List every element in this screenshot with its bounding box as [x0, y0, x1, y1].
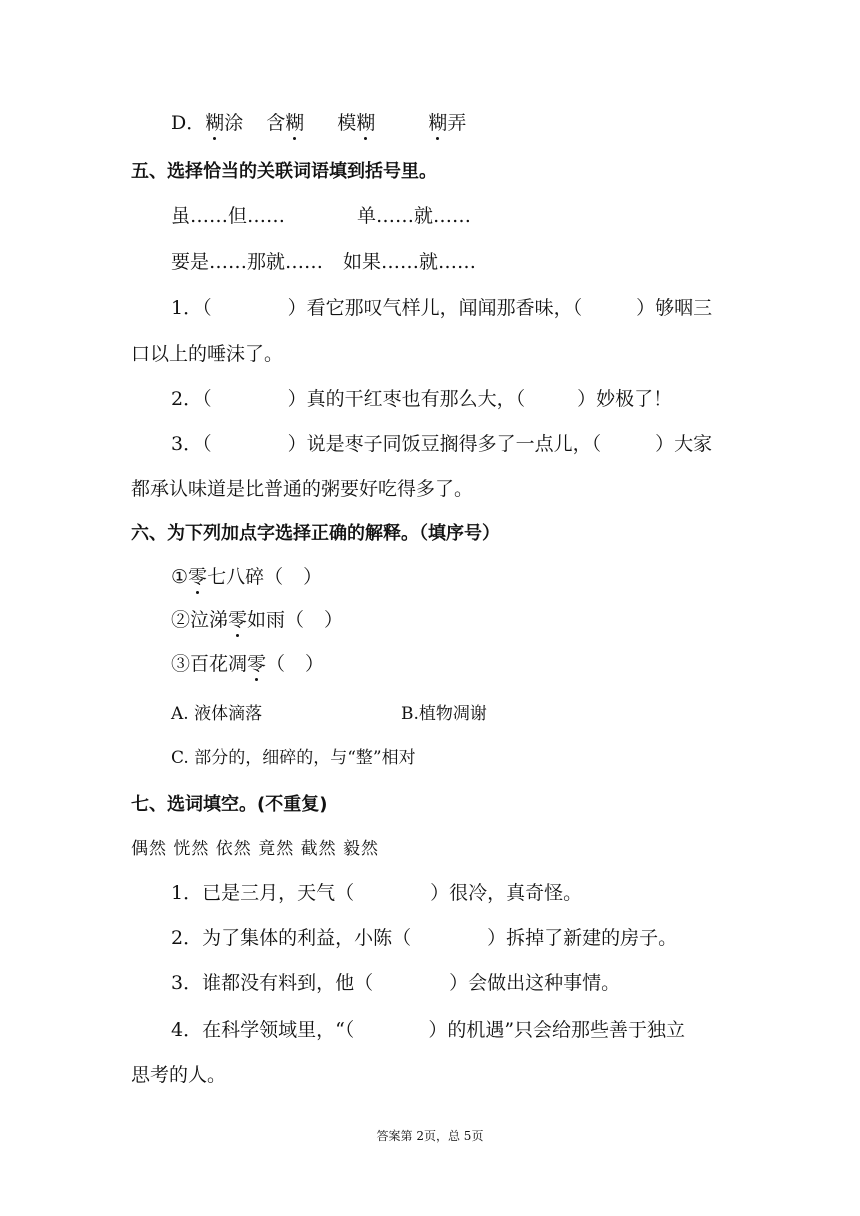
page-footer: 答案第 2页，总 5页 [376, 1129, 484, 1143]
dotted-char: 糊 [285, 112, 305, 134]
conjunction-row-1 [171, 204, 471, 228]
option-c: C. 部分的，细碎的，与“整”相对 [171, 748, 416, 768]
s6-item-3: ③百花凋零（ ） [171, 653, 325, 675]
s5-question-1: 1．（ ）看它那叹气样儿，闻闻那香味，（ ）够咽三 [171, 297, 713, 319]
s5-question-3: 3．（ ）说是枣子同饭豆搁得多了一点儿，（ ）大家 [171, 433, 713, 455]
conjunction-pair: 虽……但…… [171, 205, 286, 227]
dotted-char: 零 [188, 566, 208, 588]
word-hanhu: 含糊 [266, 112, 305, 134]
word-bank: 偶然 恍然 依然 竟然 截然 毅然 [131, 839, 380, 859]
section-7-title: 七、选词填空。(不重复) [131, 794, 328, 815]
section-5-title: 五、选择恰当的关联词语填到括号里。 [131, 161, 437, 182]
conjunction-pair: 如果……就…… [343, 251, 477, 273]
section-6-title: 六、为下列加点字选择正确的解释。（填序号） [131, 523, 500, 544]
s6-options-ab [171, 702, 262, 726]
conjunction-pair: 要是……那就…… [171, 251, 324, 273]
s5-question-2: 2．（ ）真的干红枣也有那么大，（ ）妙极了！ [171, 388, 673, 410]
word-mohu: 模糊 [337, 112, 376, 134]
s6-item-2: ②泣涕零如雨（ ） [171, 609, 344, 631]
dotted-char: 糊 [205, 112, 225, 134]
option-b: B.植物凋谢 [401, 704, 487, 724]
dotted-char: 糊 [356, 112, 376, 134]
dotted-char: 糊 [428, 112, 448, 134]
s7-question-3: 3．谁都没有料到，他（ ）会做出这种事情。 [171, 972, 621, 994]
word-hunong: 糊弄 [428, 112, 467, 134]
s5-question-3-cont: 都承认味道是比普通的粥要好吃得多了。 [131, 478, 474, 500]
option-d-label: D． [171, 112, 206, 134]
conjunction-row-2 [171, 250, 476, 274]
dotted-char: 零 [228, 609, 248, 631]
s7-question-2: 2．为了集体的利益，小陈（ ）拆掉了新建的房子。 [171, 927, 678, 949]
s7-question-1: 1．已是三月，天气（ ）很冷，真奇怪。 [171, 882, 583, 904]
conjunction-pair: 单……就…… [357, 205, 472, 227]
s7-question-4: 4．在科学领域里，“（ ）的机遇”只会给那些善于独立 [171, 1019, 686, 1041]
s7-question-4-cont: 思考的人。 [131, 1064, 227, 1086]
option-a: A. 液体滴落 [171, 704, 263, 724]
dotted-char: 零 [247, 653, 267, 675]
word-hutu: 糊涂 [205, 112, 244, 134]
s5-question-1-cont: 口以上的唾沫了。 [131, 343, 284, 365]
option-d-line [171, 111, 466, 135]
s6-item-1: ①零七八碎（ ） [171, 566, 323, 588]
